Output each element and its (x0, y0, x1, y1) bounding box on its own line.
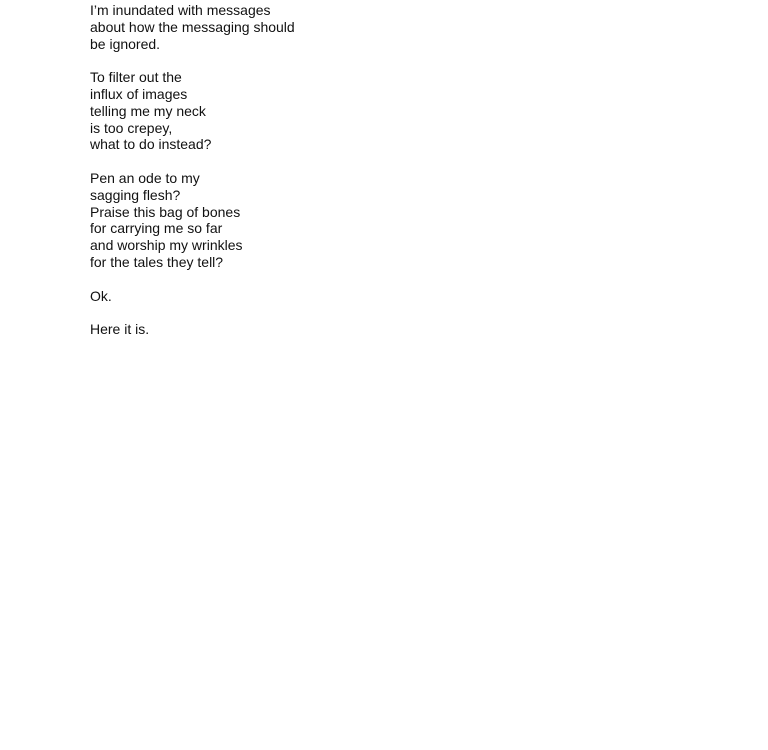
stanza-3 (90, 170, 690, 271)
poem-line: for the tales they tell? (90, 253, 224, 270)
poem-line: telling me my neck (90, 102, 206, 119)
poem-line: Pen an ode to my (90, 169, 200, 186)
stanza-4 (90, 288, 690, 305)
poem-line: for carrying me so far (90, 220, 223, 237)
poem-line: and worship my wrinkles (90, 237, 243, 254)
poem-line: sagging flesh? (90, 186, 181, 203)
stanza-1 (90, 2, 690, 52)
poem-line: Here it is. (90, 321, 150, 338)
poem-line: To filter out the (90, 69, 182, 86)
poem-text (90, 2, 690, 355)
stanza-5 (90, 321, 690, 338)
poem-line: be ignored. (90, 35, 161, 52)
stanza-2 (90, 69, 690, 153)
poem-line: influx of images (90, 85, 188, 102)
poem-line: what to do instead? (90, 136, 212, 153)
poem-line: Ok. (90, 287, 112, 304)
poem-line: about how the messaging should (90, 18, 295, 35)
poem-line: Praise this bag of bones (90, 203, 241, 220)
poem-line: I’m inundated with messages (90, 2, 271, 18)
poem-line: is too crepey, (90, 119, 173, 136)
